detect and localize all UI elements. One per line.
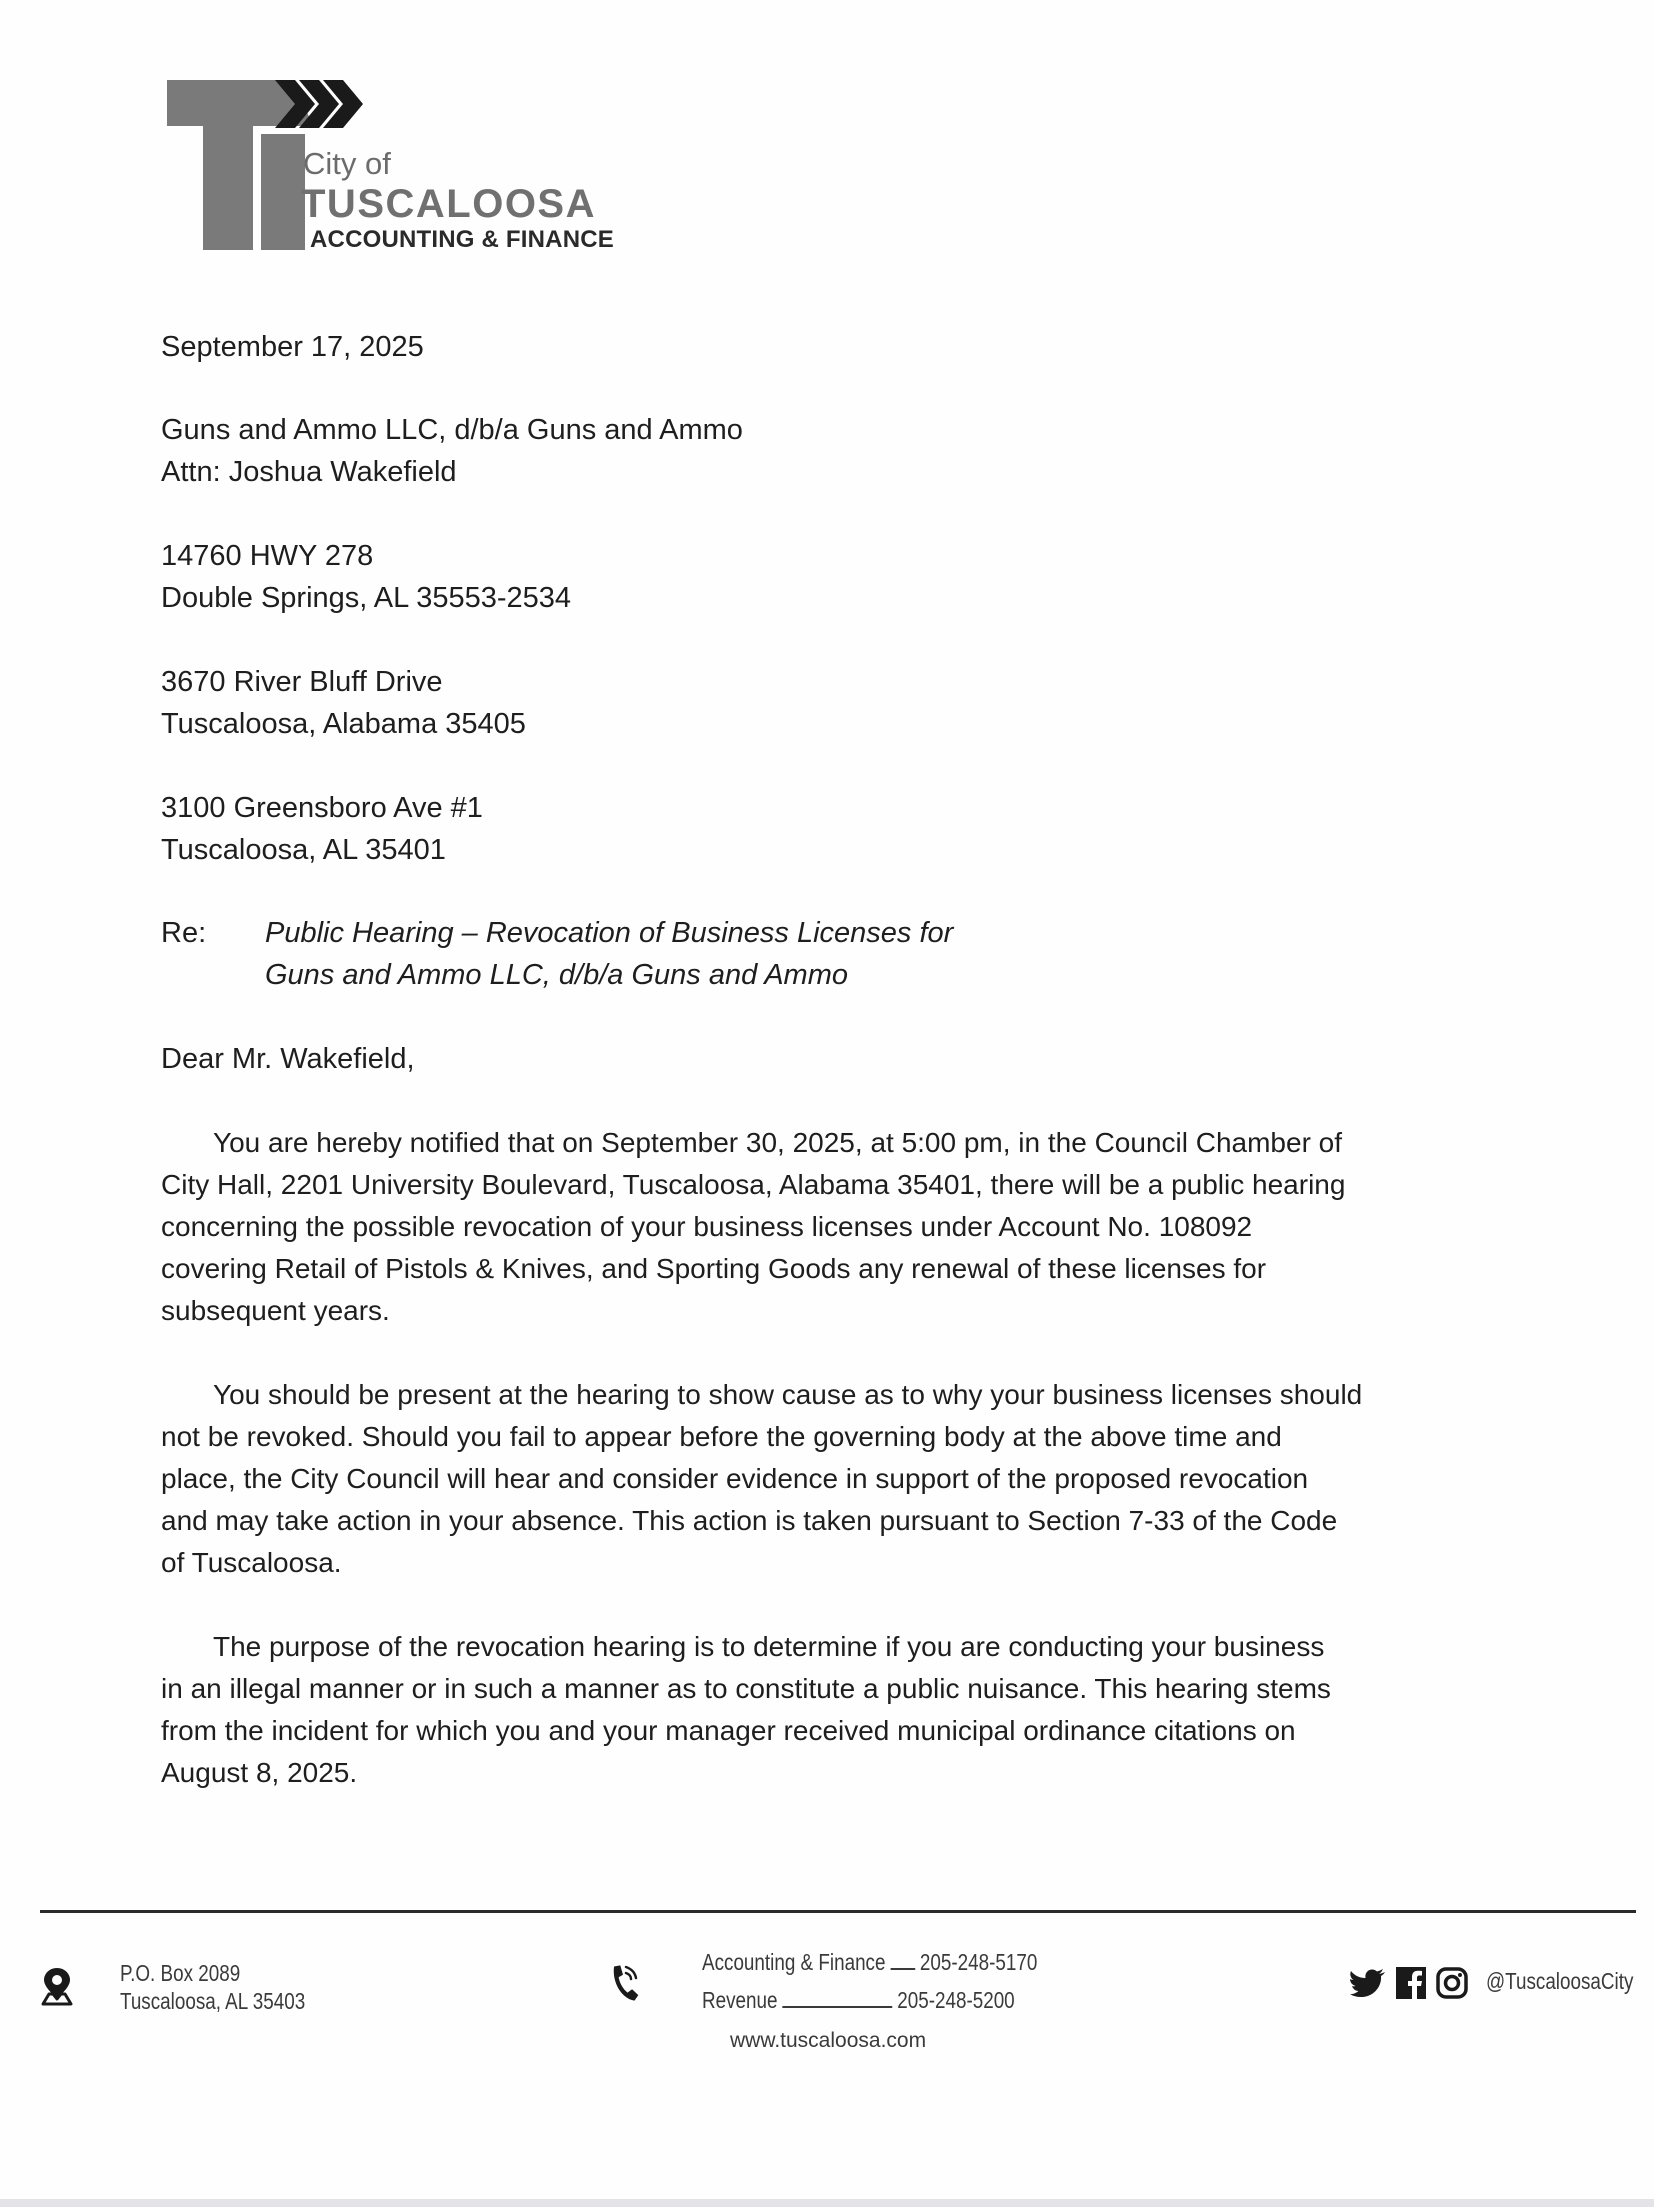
social-handle[interactable]: @TuscaloosaCity (1486, 1968, 1634, 1994)
address-2-line2: Tuscaloosa, Alabama 35405 (161, 708, 526, 740)
subject-text (265, 912, 953, 996)
logo-department: ACCOUNTING & FINANCE (310, 226, 614, 253)
page-bottom-edge (0, 2199, 1654, 2207)
subject-label: Re: (161, 917, 207, 949)
address-1-line1: 14760 HWY 278 (161, 540, 374, 572)
paragraph-line: in an illegal manner or in such a manner as to constitute a public nuisance. This hearing stems (161, 1673, 1331, 1704)
paragraph-hearing-notice (161, 1122, 1521, 1332)
paragraph-line: subsequent years. (161, 1295, 390, 1326)
phone-label: Accounting & Finance (702, 1949, 886, 1975)
subject-line-2: Guns and Ammo LLC, d/b/a Guns and Ammo (265, 959, 848, 991)
paragraph-line: concerning the possible revocation of your business licenses under Account No. 108092 (161, 1211, 1253, 1242)
footer-phones (702, 1948, 1037, 2014)
facebook-icon[interactable] (1396, 1967, 1426, 1999)
twitter-icon[interactable] (1350, 1969, 1386, 1997)
paragraph-line: and may take action in your absence. This action is taken pursuant to Section 7-33 of the Code (161, 1505, 1338, 1536)
phone-number[interactable]: 205-248-5200 (897, 1987, 1015, 2013)
address-2-line1: 3670 River Bluff Drive (161, 666, 443, 698)
paragraph-line: August 8, 2025. (161, 1757, 358, 1788)
phone-row-revenue (702, 1986, 1037, 2014)
footer-address-line2: Tuscaloosa, AL 35403 (120, 1988, 306, 2014)
letter-date: September 17, 2025 (161, 331, 424, 363)
map-pin-icon (40, 1966, 74, 2006)
salutation: Dear Mr. Wakefield, (161, 1043, 415, 1075)
website-link[interactable]: www.tuscaloosa.com (730, 2029, 927, 2052)
logo-city-name: TUSCALOOSA (301, 182, 596, 226)
paragraph-line: of Tuscaloosa. (161, 1547, 342, 1578)
footer-address-line1: P.O. Box 2089 (120, 1960, 241, 1986)
paragraph-show-cause (161, 1374, 1521, 1584)
city-logo (165, 78, 665, 258)
address-3-line1: 3100 Greensboro Ave #1 (161, 792, 483, 824)
paragraph-line: covering Retail of Pistols & Knives, and Sporting Goods any renewal of these licenses for (161, 1253, 1267, 1284)
address-3-line2: Tuscaloosa, AL 35401 (161, 834, 446, 866)
phone-row-accounting (702, 1948, 1037, 1976)
phone-label: Revenue (702, 1987, 778, 2013)
paragraph-line: The purpose of the revocation hearing is to determine if you are conducting your business (213, 1631, 1325, 1662)
paragraph-line: You should be present at the hearing to show cause as to why your business licenses should (213, 1379, 1363, 1410)
paragraph-purpose (161, 1626, 1521, 1794)
recipient-attn: Attn: Joshua Wakefield (161, 456, 457, 488)
footer-address (120, 1959, 305, 2015)
recipient-name: Guns and Ammo LLC, d/b/a Guns and Ammo (161, 414, 743, 446)
paragraph-line: You are hereby notified that on September 30, 2025, at 5:00 pm, in the Council Chamber of (213, 1127, 1343, 1158)
paragraph-line: not be revoked. Should you fail to appear before the governing body at the above time and (161, 1421, 1282, 1452)
subject-line-1: Public Hearing – Revocation of Business Licenses for (265, 917, 954, 949)
paragraph-line: place, the City Council will hear and consider evidence in support of the proposed revocation (161, 1463, 1309, 1494)
footer-divider (40, 1910, 1636, 1913)
phone-number[interactable]: 205-248-5170 (919, 1949, 1038, 1975)
address-1-line2: Double Springs, AL 35553-2534 (161, 582, 572, 614)
paragraph-line: City Hall, 2201 University Boulevard, Tuscaloosa, Alabama 35401, there will be a public hearing (161, 1169, 1346, 1200)
logo-city-of: City of (303, 146, 391, 181)
phone-icon (606, 1962, 642, 2002)
instagram-icon[interactable] (1436, 1967, 1468, 1999)
paragraph-line: from the incident for which you and your manager received municipal ordinance citations on (161, 1715, 1296, 1746)
